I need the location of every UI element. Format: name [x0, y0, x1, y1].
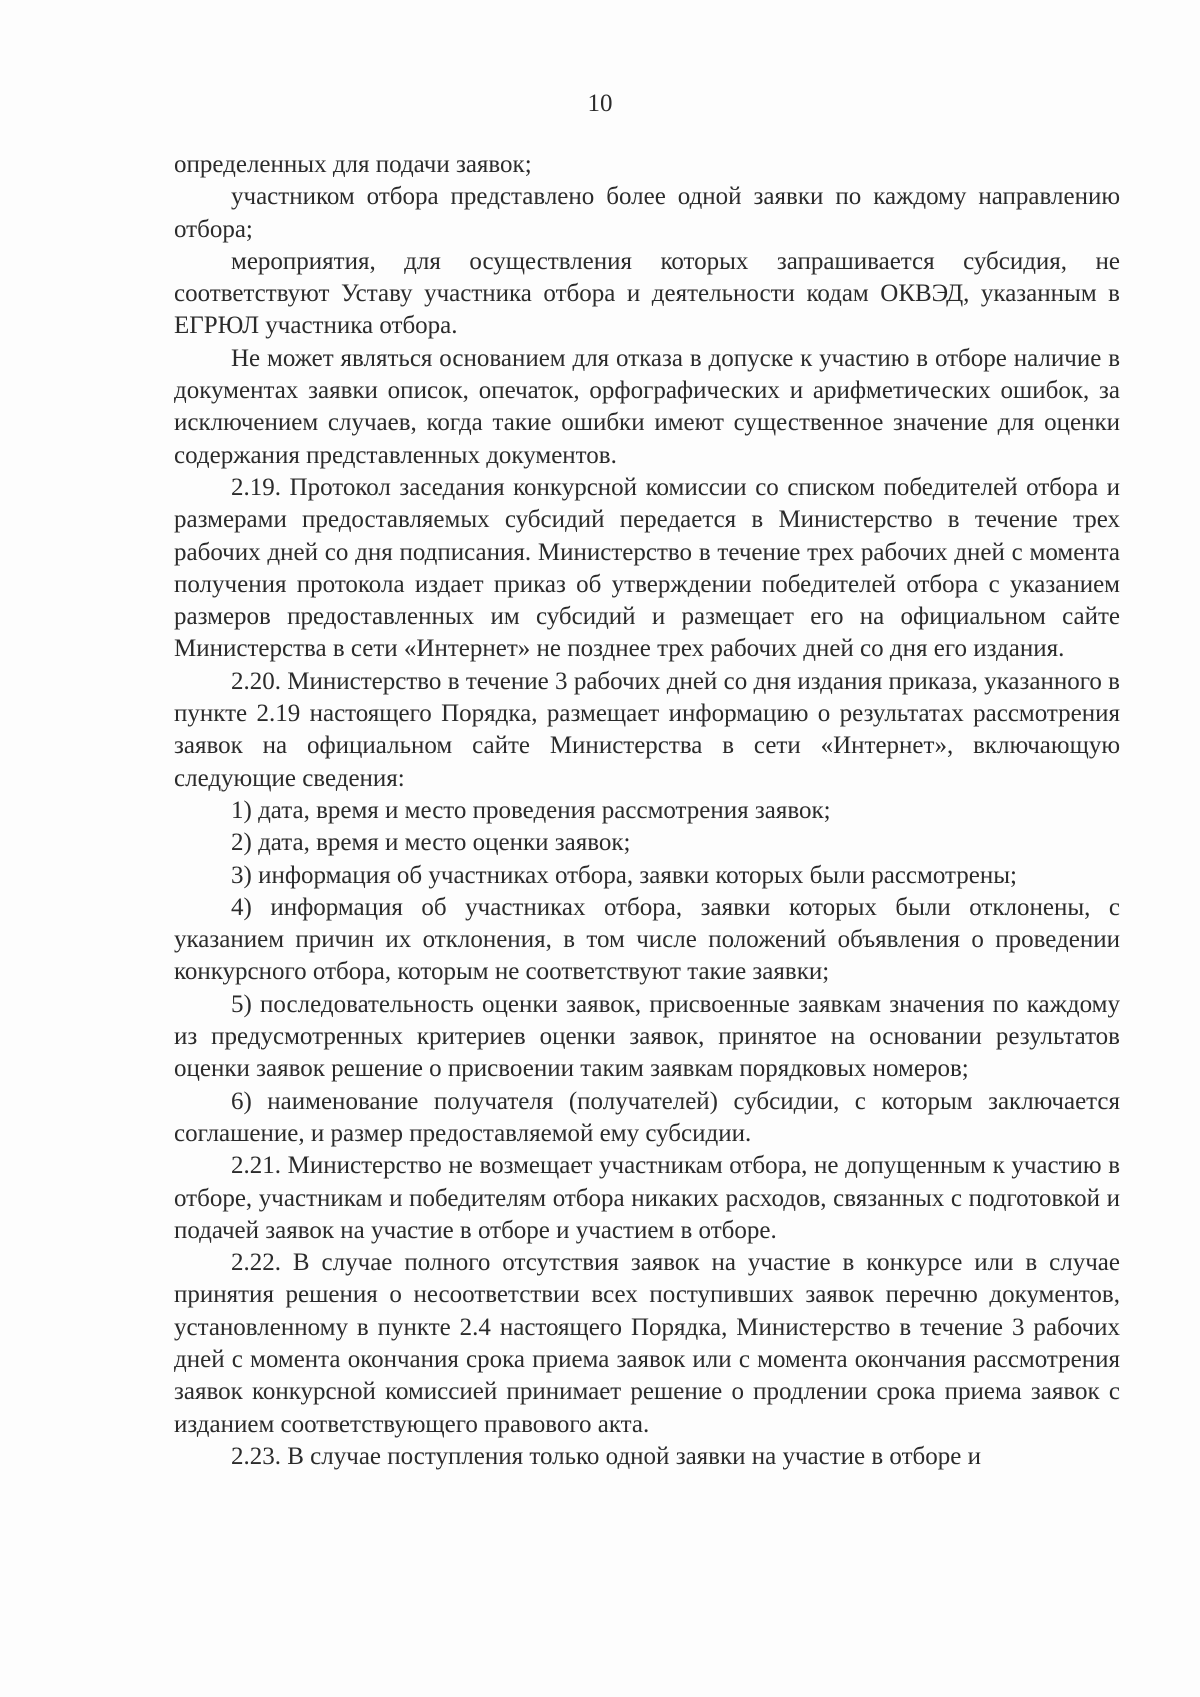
list-item: 2) дата, время и место оценки заявок; — [231, 829, 631, 857]
list-item: 4) информация об участниках отбора, заявки которых были отклонены, с указанием причин их отклонения, в том числе положений объявления о проведении конкурсного отбора, которым не соответствуют такие заявки; — [174, 893, 1120, 986]
paragraph-2-22: 2.22. В случае полного отсутствия заявок на участие в конкурсе или в случае принятия решения о несоответствии всех поступивших заявок перечню документов, установленному в пункте 2.4 настоящего Порядка, Министерство в течение 3 рабочих дней с момента окончания срока приема заявок или с момента окончания рассмотрения заявок конкурсной комиссией принимает решение о продлении срока приема заявок с изданием соответствующего правового акта. — [174, 1249, 1120, 1438]
list-item: 3) информация об участниках отбора, заявки которых были рассмотрены; — [231, 861, 1017, 889]
list-item: 5) последовательность оценки заявок, присвоенные заявкам значения по каждому из предусмотренных критериев оценки заявок, принятое на основании результатов оценки заявок решение о присвоении таким заявкам порядковых номеров; — [174, 990, 1120, 1083]
document-body — [174, 149, 1120, 1473]
paragraph: Не может являться основанием для отказа в допуске к участию в отборе наличие в документах заявки описок, опечаток, орфографических и арифметических ошибок, за исключением случаев, когда такие ошибки имеют существенное значение для оценки содержания представленных документов. — [174, 344, 1120, 469]
paragraph-2-21: 2.21. Министерство не возмещает участникам отбора, не допущенным к участию в отборе, участникам и победителям отбора никаких расходов, связанных с подготовкой и подачей заявок на участие в отборе и участием в отборе. — [174, 1152, 1120, 1244]
list-item: 6) наименование получателя (получателей) субсидии, с которым заключается соглашение, и размер предоставляемой ему субсидии. — [174, 1087, 1120, 1147]
paragraph: мероприятия, для осуществления которых запрашивается субсидия, не соответствуют Уставу участника отбора и деятельности кодам ОКВЭД, указанным в ЕГРЮЛ участника отбора. — [174, 247, 1120, 340]
paragraph-continuation: определенных для подачи заявок; — [174, 151, 532, 178]
paragraph: участником отбора представлено более одной заявки по каждому направлению отбора; — [174, 183, 1120, 243]
page-number: 10 — [587, 90, 613, 117]
paragraph-2-19: 2.19. Протокол заседания конкурсной комиссии со списком победителей отбора и размерами предоставляемых субсидий передается в Министерство в течение трех рабочих дней со дня подписания. Министерство в течение трех рабочих дней с момента получения протокола издает приказ об утверждении победителей отбора с указанием размеров предоставленных им субсидий и размещает его на официальном сайте Министерства в сети «Интернет» не позднее трех рабочих дней со дня его издания. — [174, 473, 1120, 663]
paragraph-2-20: 2.20. Министерство в течение 3 рабочих дней со дня издания приказа, указанного в пункте 2.19 настоящего Порядка, размещает информацию о результатах рассмотрения заявок на официальном сайте Министерства в сети «Интернет», включающую следующие сведения: — [174, 667, 1120, 792]
list-item: 1) дата, время и место проведения рассмотрения заявок; — [231, 796, 831, 824]
paragraph-2-23: 2.23. В случае поступления только одной заявки на участие в отборе и — [231, 1442, 981, 1470]
